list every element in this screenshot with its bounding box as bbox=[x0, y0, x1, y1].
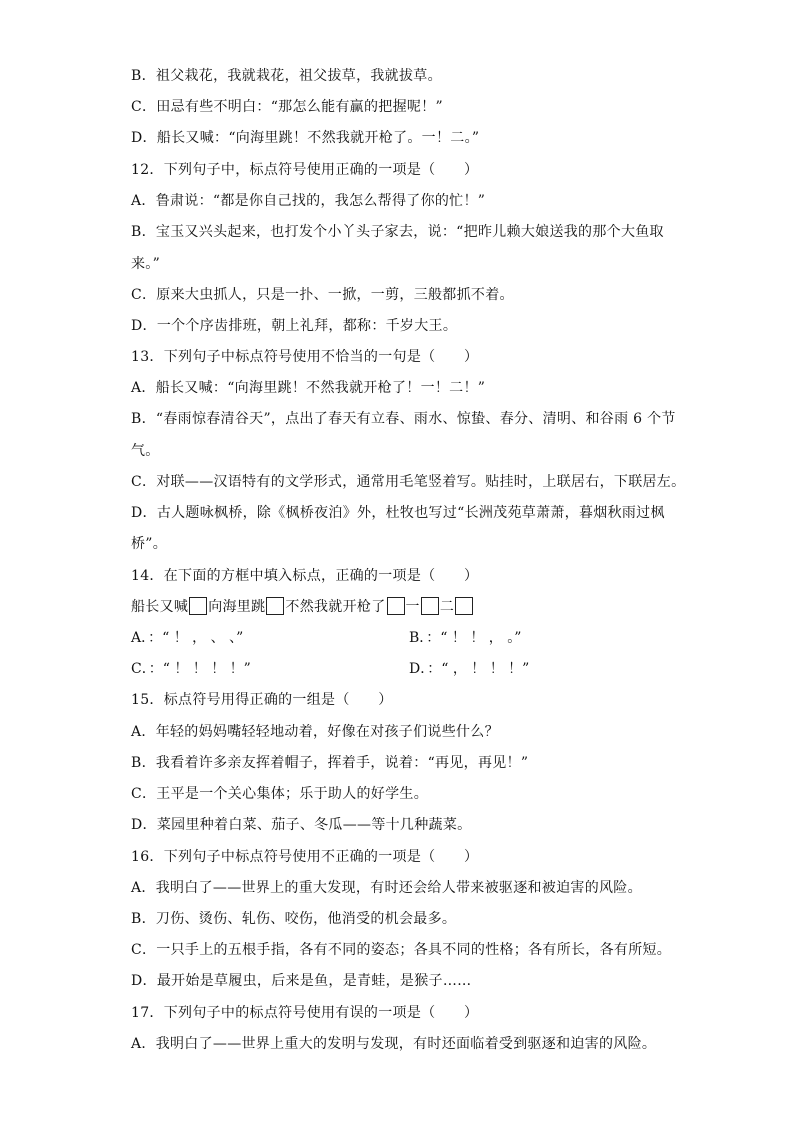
sentence-part-3: 不然我就开枪了 bbox=[285, 599, 386, 615]
question-16-option-a: A．我明白了——世界上的重大发现，有时还会给人带来被驱逐和被迫害的风险。 bbox=[131, 880, 642, 896]
blank-box-2 bbox=[266, 597, 284, 615]
question-12-option-b-cont: 来。” bbox=[131, 256, 161, 272]
question-16-option-d: D．最开始是草履虫，后来是鱼，是青蛙，是猴子…… bbox=[131, 973, 472, 989]
question-16-stem: 16．下列句子中标点符号使用不正确的一项是（ ） bbox=[131, 849, 479, 865]
question-12-option-a: A．鲁肃说：“都是你自己找的，我怎么帮得了你的忙！” bbox=[131, 193, 486, 209]
sentence-part-1: 船长又喊 bbox=[131, 599, 189, 615]
question-14-option-c: C．：“ ！ ！ ！ ！” bbox=[131, 661, 251, 677]
question-12-option-d: D．一个个序齿排班，朝上礼拜，都称：千岁大王。 bbox=[131, 318, 458, 334]
sentence-part-5: 二 bbox=[439, 599, 455, 615]
question-15-option-c: C．王平是一个关心集体；乐于助人的好学生。 bbox=[131, 786, 429, 802]
question-13-option-d-cont: 桥”。 bbox=[131, 536, 168, 552]
blank-box-1 bbox=[189, 597, 207, 615]
question-17-option-a: A．我明白了——世界上重大的发明与发现，有时还面临着受到驱逐和迫害的风险。 bbox=[131, 1036, 657, 1052]
blank-box-4 bbox=[421, 597, 439, 615]
blank-box-3 bbox=[387, 597, 405, 615]
question-15-option-d: D．菜园里种着白菜、茄子、冬瓜——等十几种蔬菜。 bbox=[131, 817, 472, 833]
question-16-option-c: C．一只手上的五根手指，各有不同的姿态；各具不同的性格；各有所长，各有所短。 bbox=[131, 942, 672, 958]
question-14-stem: 14．在下面的方框中填入标点，正确的一项是（ ） bbox=[131, 568, 479, 584]
question-11-option-d: D．船长又喊：“向海里跳！不然我就开枪了。一！二。” bbox=[131, 130, 480, 146]
question-12-stem: 12．下列句子中，标点符号使用正确的一项是（ ） bbox=[131, 162, 479, 178]
sentence-part-2: 向海里跳 bbox=[208, 599, 266, 615]
question-16-option-b: B．刀伤、烫伤、轧伤、咬伤，他消受的机会最多。 bbox=[131, 911, 457, 927]
question-11-option-c: C．田忌有些不明白：“那怎么能有赢的把握呢！” bbox=[131, 99, 443, 115]
question-15-stem: 15．标点符号用得正确的一组是（ ） bbox=[131, 692, 393, 708]
question-14-option-a: A．：“ ！ ， 、 、” bbox=[131, 630, 244, 646]
question-12-option-b: B．宝玉又兴头起来，也打发个小丫头子家去，说：“把昨儿赖大娘送我的那个大鱼取 bbox=[131, 224, 664, 240]
question-15-option-a: A．年轻的妈妈嘴轻轻地动着，好像在对孩子们说些什么？ bbox=[131, 724, 499, 740]
question-13-stem: 13．下列句子中标点符号使用不恰当的一句是（ ） bbox=[131, 349, 479, 365]
question-14-sentence bbox=[131, 597, 474, 617]
question-12-option-c: C．原来大虫抓人，只是一扑、一掀，一剪，三般都抓不着。 bbox=[131, 287, 514, 303]
question-17-stem: 17．下列句子中的标点符号使用有误的一项是（ ） bbox=[131, 1005, 479, 1021]
blank-box-5 bbox=[455, 597, 473, 615]
question-15-option-b: B．我看着许多亲友挥着帽子，挥着手，说着：“再见，再见！” bbox=[131, 755, 529, 771]
question-13-option-d: D．古人题咏枫桥，除《枫桥夜泊》外，杜牧也写过“长洲茂苑草萧萧，暮烟秋雨过枫 bbox=[131, 505, 665, 521]
question-13-option-b-cont: 气。 bbox=[131, 443, 160, 459]
question-14-option-d: D．：“ ， ！ ！ ！” bbox=[409, 661, 530, 677]
question-13-option-a: A．船长又喊：“向海里跳！不然我就开枪了！一！二！” bbox=[131, 380, 486, 396]
question-13-option-c: C．对联——汉语特有的文学形式，通常用毛笔竖着写。贴挂时，上联居右，下联居左。 bbox=[131, 474, 686, 490]
question-13-option-b: B．“春雨惊春清谷天”，点出了春天有立春、雨水、惊蛰、春分、清明、和谷雨 6 个节 bbox=[131, 411, 676, 427]
question-14-option-b: B．：“ ！ ！ ， 。” bbox=[409, 630, 522, 646]
sentence-part-4: 一 bbox=[405, 599, 420, 615]
question-11-option-b: B．祖父栽花，我就栽花，祖父拔草，我就拔草。 bbox=[131, 68, 442, 84]
